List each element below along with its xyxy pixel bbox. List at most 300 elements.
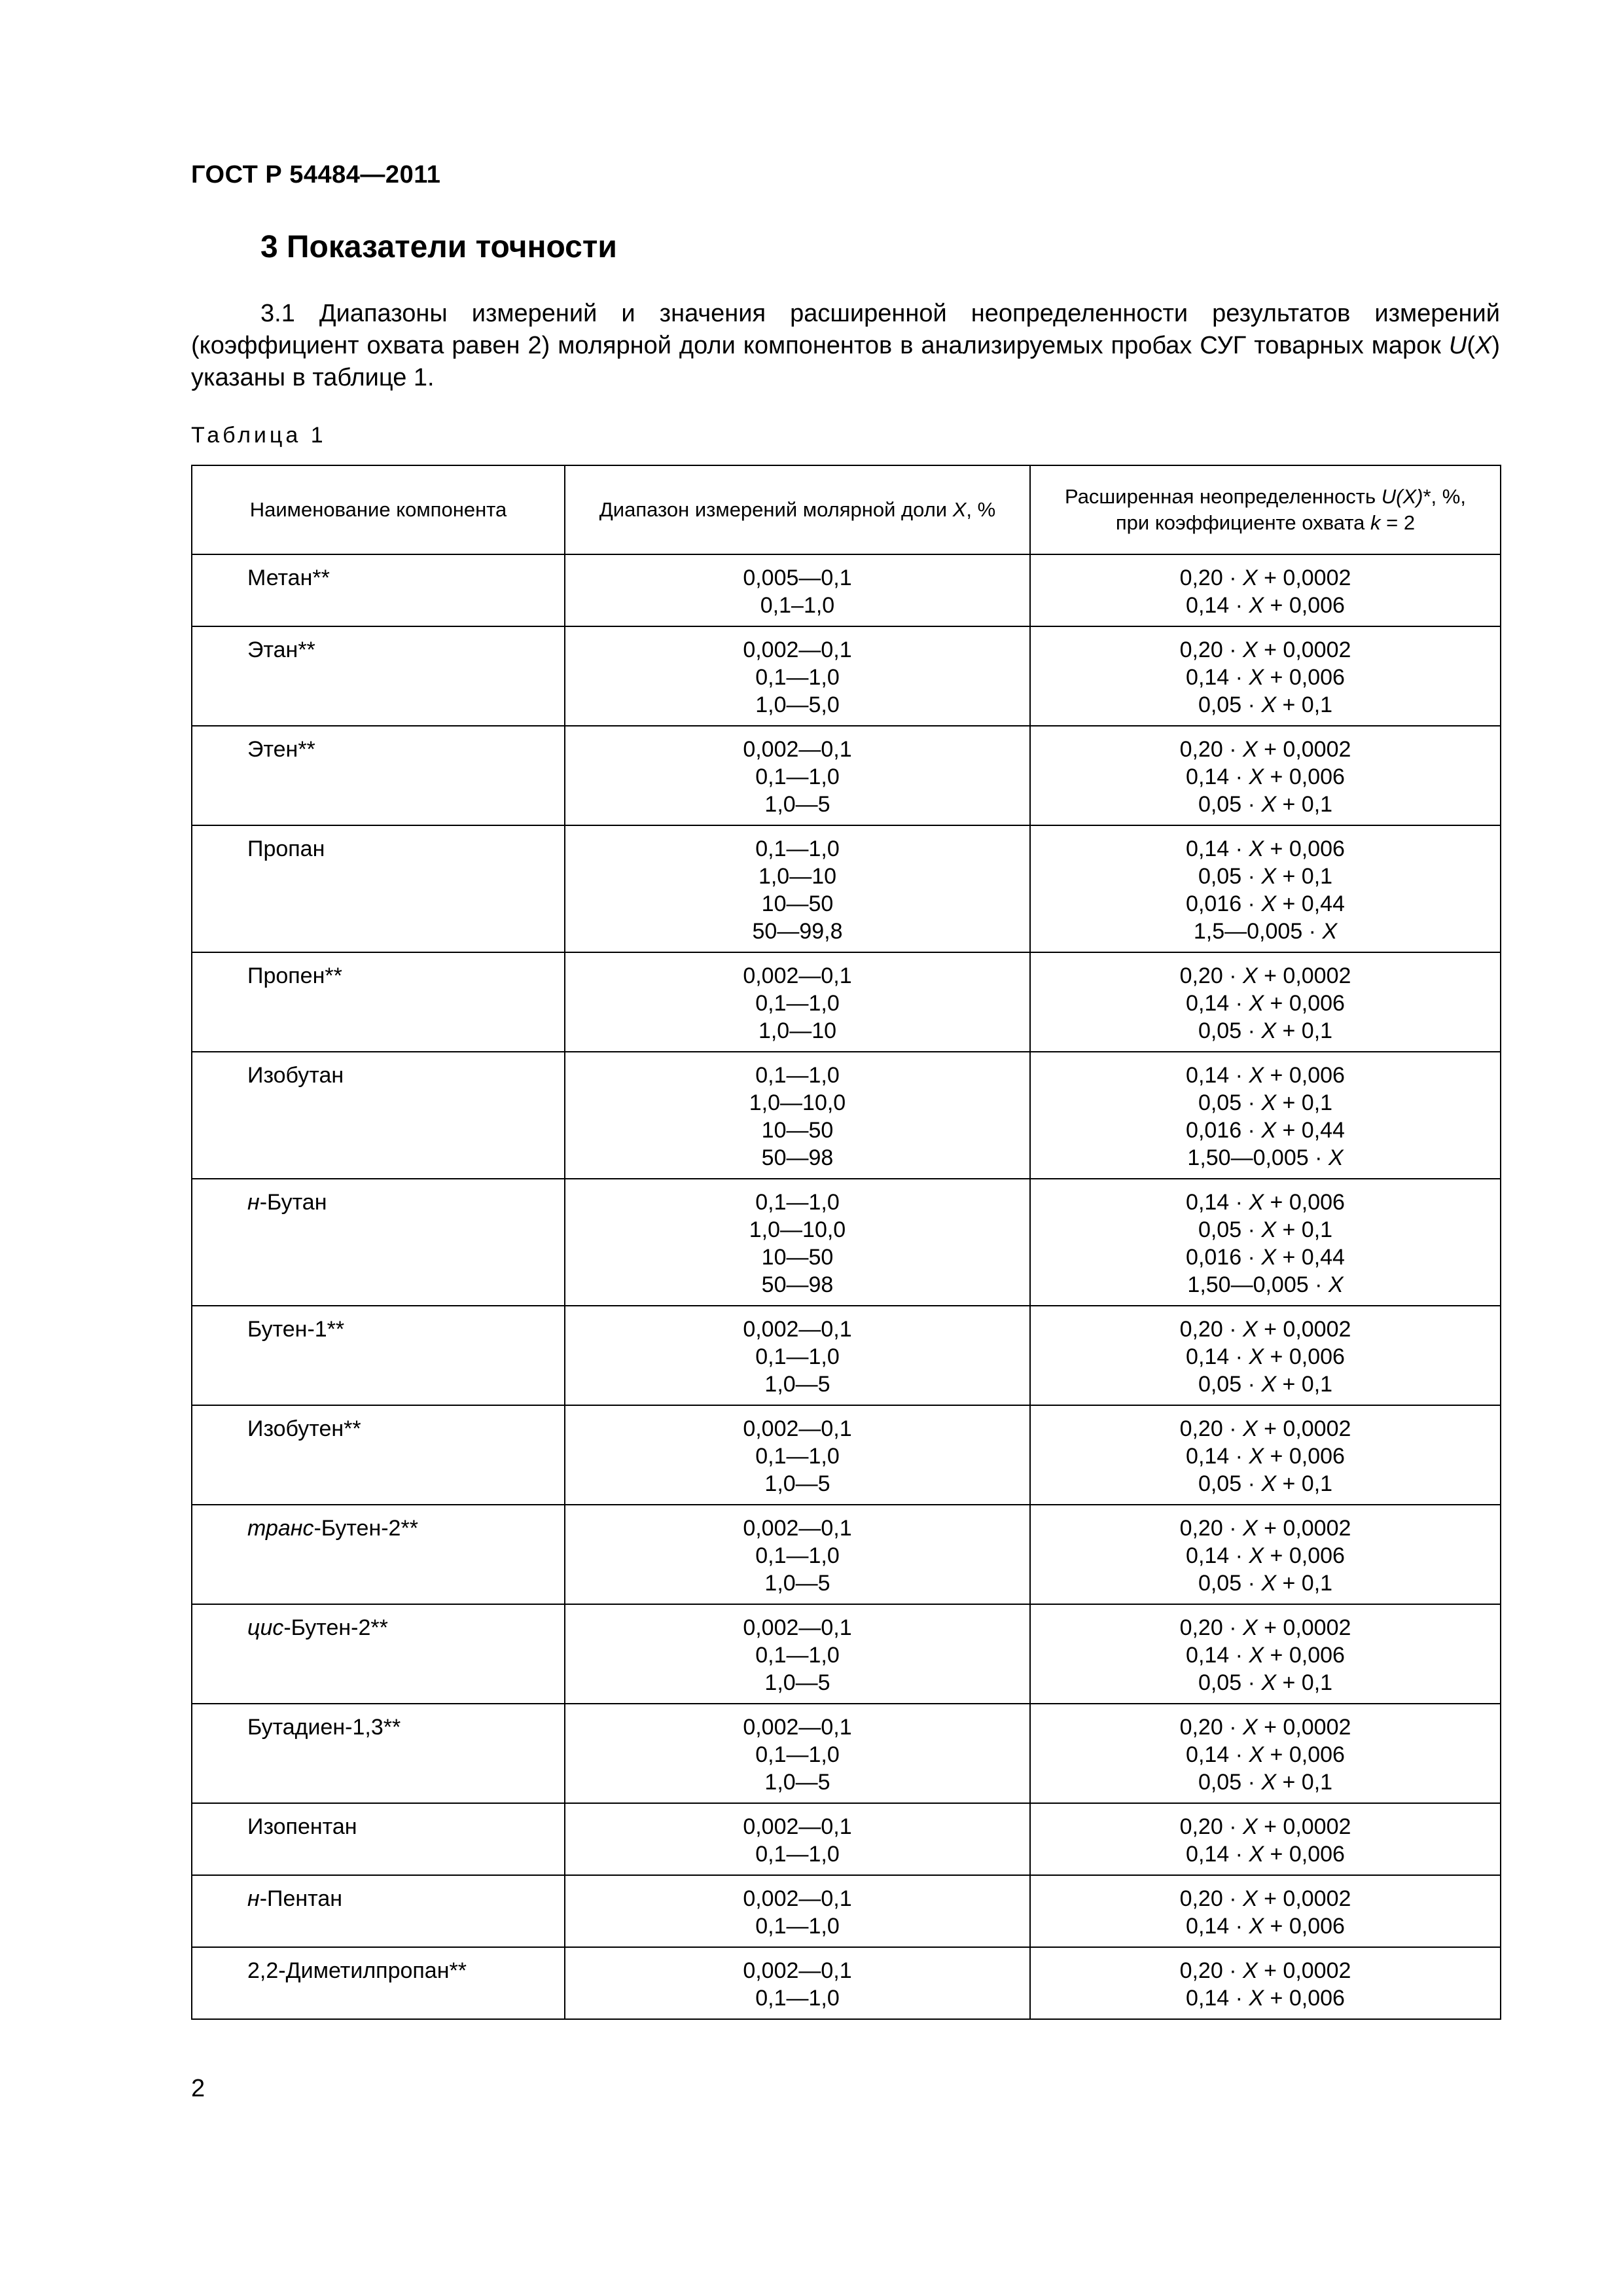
- formula-variable: X: [1242, 1958, 1258, 1983]
- formula-coefficient: 0,20 ·: [1179, 1958, 1243, 1983]
- formula-offset: + 0,0002: [1257, 1715, 1351, 1740]
- formula-variable: X: [1261, 692, 1277, 717]
- uncertainty-formula: [1031, 1813, 1500, 1840]
- uncertainty-cell: [1030, 626, 1501, 726]
- header-component-label: Наименование компонента: [249, 498, 507, 521]
- formula-coefficient: 0,05 ·: [1198, 1018, 1262, 1043]
- formula-variable: X: [1261, 1018, 1277, 1043]
- formula-coefficient: 0,05 ·: [1198, 864, 1262, 889]
- uncertainty-formula: [1031, 990, 1500, 1017]
- formula-variable: X: [1261, 1118, 1277, 1143]
- uncertainty-cell: [1030, 825, 1501, 952]
- uncertainty-formula: [1031, 1957, 1500, 1984]
- table-caption: Таблица 1: [191, 423, 327, 448]
- component-name-prefix: н: [247, 1886, 260, 1911]
- uncertainty-formula: [1031, 1984, 1500, 2012]
- formula-offset: + 0,1: [1276, 1571, 1333, 1596]
- range-cell: [565, 1875, 1030, 1947]
- uncertainty-formula: [1031, 1371, 1500, 1398]
- uncertainty-formula: [1031, 1542, 1500, 1570]
- uncertainty-formula: [1031, 636, 1500, 664]
- table-row: [192, 1704, 1501, 1803]
- formula-coefficient: 0,05 ·: [1198, 1770, 1262, 1795]
- header-k-prefix: при коэффициенте охвата: [1115, 511, 1371, 534]
- range-value: 0,002—0,1: [743, 637, 852, 662]
- range-value: 0,1—1,0: [755, 1190, 840, 1215]
- range-cell: [565, 1179, 1030, 1306]
- uncertainty-formula: [1031, 1515, 1500, 1542]
- uncertainty-formula: [1031, 1017, 1500, 1045]
- range-value: 1,0—5: [764, 792, 830, 817]
- table-row: [192, 1179, 1501, 1306]
- header-range-prefix: Диапазон измерений молярной доли: [599, 498, 953, 521]
- formula-offset: + 0,006: [1264, 1742, 1345, 1767]
- formula-offset: + 0,006: [1264, 1190, 1345, 1215]
- range-value: 0,002—0,1: [743, 737, 852, 762]
- component-name: Пропан: [247, 836, 325, 861]
- table-row: [192, 1604, 1501, 1704]
- formula-offset: + 0,1: [1276, 692, 1333, 717]
- range-value: 0,1—1,0: [755, 1842, 840, 1867]
- uncertainty-formula: [1031, 664, 1500, 691]
- formula-coefficient: 0,14 ·: [1186, 593, 1249, 618]
- table-row: [192, 1875, 1501, 1947]
- formula-coefficient: 0,20 ·: [1179, 1715, 1243, 1740]
- range-cell: [565, 1704, 1030, 1803]
- formula-offset: + 0,0002: [1257, 1958, 1351, 1983]
- uncertainty-formula: [1031, 918, 1500, 945]
- uncertainty-formula: [1031, 592, 1500, 619]
- table-row: [192, 1505, 1501, 1604]
- formula-offset: + 0,006: [1264, 1344, 1345, 1369]
- uncertainty-formula: [1031, 691, 1500, 719]
- formula-coefficient: 0,05 ·: [1198, 1571, 1262, 1596]
- uncertainty-formula: [1031, 1316, 1500, 1343]
- formula-offset: + 0,006: [1264, 1063, 1345, 1088]
- formula-offset: + 0,0002: [1257, 1317, 1351, 1342]
- header-range-suffix: , %: [966, 498, 996, 521]
- uncertainty-formula: [1031, 1216, 1500, 1244]
- formula-offset: + 0,006: [1264, 836, 1345, 861]
- uncertainty-formula: [1031, 1768, 1500, 1796]
- uncertainty-formula: [1031, 1271, 1500, 1299]
- formula-variable: X: [1249, 1742, 1264, 1767]
- header-expanded-uncertainty: [1030, 465, 1501, 554]
- header-unc-line2: [1031, 510, 1500, 536]
- component-name-cell: [192, 1947, 565, 2019]
- formula-variable: X: [1242, 1317, 1258, 1342]
- component-name-cell: [192, 1052, 565, 1179]
- component-name-cell: [192, 1704, 565, 1803]
- range-value: 0,1–1,0: [760, 593, 835, 618]
- formula-offset: + 0,1: [1276, 1770, 1333, 1795]
- range-cell: [565, 825, 1030, 952]
- formula-coefficient: 0,016 ·: [1186, 1245, 1262, 1270]
- uncertainty-formula: [1031, 835, 1500, 863]
- range-value: 0,002—0,1: [743, 1615, 852, 1640]
- uncertainty-cell: [1030, 1947, 1501, 2019]
- table-row: [192, 1052, 1501, 1179]
- intro-var-x: X: [1474, 332, 1492, 359]
- range-value: 50—99,8: [752, 919, 843, 944]
- formula-coefficient: 0,05 ·: [1198, 1090, 1262, 1115]
- formula-coefficient: 0,20 ·: [1179, 637, 1243, 662]
- component-name-prefix: н: [247, 1190, 260, 1215]
- uncertainty-formula: [1031, 1343, 1500, 1371]
- formula-coefficient: 0,14 ·: [1186, 1914, 1249, 1939]
- uncertainty-cell: [1030, 726, 1501, 825]
- component-name: Метан**: [247, 565, 330, 590]
- formula-coefficient: 0,14 ·: [1186, 1742, 1249, 1767]
- formula-coefficient: 0,14 ·: [1186, 1643, 1249, 1668]
- formula-variable: X: [1242, 1886, 1258, 1911]
- uncertainty-formula: [1031, 1244, 1500, 1271]
- formula-coefficient: 0,14 ·: [1186, 1986, 1249, 2011]
- range-value: 1,0—5: [764, 1670, 830, 1695]
- uncertainty-cell: [1030, 1803, 1501, 1875]
- formula-coefficient: 0,016 ·: [1186, 1118, 1262, 1143]
- range-cell: [565, 1803, 1030, 1875]
- formula-offset: + 0,006: [1264, 1543, 1345, 1568]
- uncertainty-formula: [1031, 890, 1500, 918]
- component-name: Этен**: [247, 737, 315, 762]
- table-row: [192, 726, 1501, 825]
- formula-coefficient: 0,14 ·: [1186, 1063, 1249, 1088]
- component-name-cell: [192, 952, 565, 1052]
- range-value: 0,1—1,0: [755, 764, 840, 789]
- component-name: Бутен-1**: [247, 1317, 345, 1342]
- formula-offset: + 0,44: [1276, 891, 1345, 916]
- formula-coefficient: 0,20 ·: [1179, 1317, 1243, 1342]
- accuracy-table: [191, 465, 1501, 2020]
- component-name: Пропен**: [247, 963, 342, 988]
- formula-variable: X: [1249, 593, 1264, 618]
- range-value: 0,1—1,0: [755, 1986, 840, 2011]
- formula-coefficient: 0,14 ·: [1186, 836, 1249, 861]
- uncertainty-formula: [1031, 1669, 1500, 1696]
- range-value: 0,1—1,0: [755, 991, 840, 1016]
- formula-offset: + 0,0002: [1257, 637, 1351, 662]
- component-name: Изобутан: [247, 1063, 344, 1088]
- uncertainty-formula: [1031, 1840, 1500, 1868]
- header-k-var: k: [1370, 511, 1381, 534]
- range-value: 0,002—0,1: [743, 1715, 852, 1740]
- component-name-cell: [192, 1405, 565, 1505]
- uncertainty-formula: [1031, 1189, 1500, 1216]
- formula-variable: X: [1242, 565, 1258, 590]
- page-number: 2: [191, 2075, 205, 2102]
- formula-variable: X: [1249, 991, 1264, 1016]
- document-code: ГОСТ Р 54484—2011: [191, 161, 441, 188]
- formula-offset: + 0,1: [1276, 792, 1333, 817]
- formula-variable: X: [1328, 1145, 1344, 1170]
- section-title: 3 Показатели точности: [260, 230, 617, 264]
- formula-offset: + 0,006: [1264, 1986, 1345, 2011]
- table-row: [192, 1803, 1501, 1875]
- component-name: -Бутан: [259, 1190, 327, 1215]
- header-k-suffix: = 2: [1380, 511, 1416, 534]
- formula-offset: + 0,006: [1264, 1914, 1345, 1939]
- header-component-name: [192, 465, 565, 554]
- range-cell: [565, 952, 1030, 1052]
- formula-coefficient: 0,20 ·: [1179, 1516, 1243, 1541]
- uncertainty-formula: [1031, 1089, 1500, 1117]
- component-name: -Пентан: [259, 1886, 343, 1911]
- formula-variable: X: [1261, 1571, 1277, 1596]
- table-row: [192, 952, 1501, 1052]
- table-row: [192, 554, 1501, 626]
- formula-offset: + 0,1: [1276, 1670, 1333, 1695]
- component-name: -Бутен-2**: [313, 1516, 418, 1541]
- range-value: 10—50: [761, 1118, 834, 1143]
- range-value: 0,002—0,1: [743, 1516, 852, 1541]
- range-cell: [565, 726, 1030, 825]
- formula-variable: X: [1261, 1372, 1277, 1397]
- formula-variable: X: [1261, 1217, 1277, 1242]
- formula-coefficient: 0,05 ·: [1198, 1471, 1262, 1496]
- range-value: 0,1—1,0: [755, 1444, 840, 1469]
- component-name-cell: [192, 1803, 565, 1875]
- intro-text-end: ) указаны в таблице 1.: [191, 332, 1500, 391]
- formula-variable: X: [1242, 637, 1258, 662]
- range-value: 1,0—5,0: [755, 692, 840, 717]
- formula-coefficient: 0,14 ·: [1186, 665, 1249, 690]
- range-cell: [565, 554, 1030, 626]
- uncertainty-formula: [1031, 1443, 1500, 1470]
- range-value: 0,002—0,1: [743, 1886, 852, 1911]
- formula-offset: + 0,006: [1264, 1842, 1345, 1867]
- component-name-prefix: транс: [247, 1516, 314, 1541]
- formula-coefficient: 1,50—0,005 ·: [1187, 1145, 1329, 1170]
- formula-offset: + 0,006: [1264, 1444, 1345, 1469]
- range-cell: [565, 1052, 1030, 1179]
- component-name: 2,2-Диметилпропан**: [247, 1958, 467, 1983]
- formula-variable: X: [1242, 1715, 1258, 1740]
- component-name-cell: [192, 554, 565, 626]
- intro-var-u: U: [1448, 332, 1467, 359]
- formula-offset: + 0,0002: [1257, 1516, 1351, 1541]
- formula-offset: + 0,0002: [1257, 963, 1351, 988]
- formula-variable: X: [1242, 1416, 1258, 1441]
- formula-variable: X: [1261, 1770, 1277, 1795]
- uncertainty-formula: [1031, 564, 1500, 592]
- intro-text-start: 3.1 Диапазоны измерений и значения расширенной неопределенности результатов измерений (коэффициент охвата равен 2) молярной доли компонентов в анализируемых пробах СУГ товарных марок: [191, 300, 1500, 359]
- formula-variable: X: [1261, 792, 1277, 817]
- formula-variable: X: [1261, 1090, 1277, 1115]
- formula-offset: + 0,006: [1264, 764, 1345, 789]
- range-value: 1,0—10: [758, 1018, 837, 1043]
- uncertainty-cell: [1030, 1604, 1501, 1704]
- formula-coefficient: 0,20 ·: [1179, 1814, 1243, 1839]
- table-body: [192, 554, 1501, 2019]
- range-value: 0,1—1,0: [755, 1914, 840, 1939]
- formula-offset: + 0,1: [1276, 1471, 1333, 1496]
- table-row: [192, 825, 1501, 952]
- formula-offset: + 0,0002: [1257, 737, 1351, 762]
- formula-coefficient: 0,016 ·: [1186, 891, 1262, 916]
- range-value: 0,002—0,1: [743, 1416, 852, 1441]
- formula-offset: + 0,006: [1264, 593, 1345, 618]
- component-name-cell: [192, 825, 565, 952]
- range-value: 0,002—0,1: [743, 1814, 852, 1839]
- range-value: 0,002—0,1: [743, 1317, 852, 1342]
- formula-offset: + 0,44: [1276, 1118, 1345, 1143]
- formula-variable: X: [1328, 1272, 1344, 1297]
- table-row: [192, 626, 1501, 726]
- formula-offset: + 0,0002: [1257, 1886, 1351, 1911]
- formula-offset: + 0,1: [1276, 1018, 1333, 1043]
- formula-coefficient: 0,20 ·: [1179, 1416, 1243, 1441]
- uncertainty-cell: [1030, 1052, 1501, 1179]
- uncertainty-formula: [1031, 1741, 1500, 1768]
- table-row: [192, 1306, 1501, 1405]
- formula-variable: X: [1249, 1643, 1264, 1668]
- uncertainty-cell: [1030, 1505, 1501, 1604]
- formula-coefficient: 0,20 ·: [1179, 1886, 1243, 1911]
- uncertainty-formula: [1031, 1912, 1500, 1940]
- formula-offset: + 0,0002: [1257, 1615, 1351, 1640]
- range-value: 1,0—5: [764, 1770, 830, 1795]
- formula-offset: + 0,1: [1276, 1217, 1333, 1242]
- component-name-cell: [192, 1505, 565, 1604]
- uncertainty-formula: [1031, 1713, 1500, 1741]
- formula-variable: X: [1261, 864, 1277, 889]
- formula-variable: X: [1242, 1814, 1258, 1839]
- header-range-var: X: [952, 498, 967, 521]
- uncertainty-formula: [1031, 1144, 1500, 1172]
- range-value: 10—50: [761, 891, 834, 916]
- header-unc-prefix: Расширенная неопределенность: [1065, 485, 1382, 508]
- formula-variable: X: [1249, 1190, 1264, 1215]
- formula-coefficient: 0,14 ·: [1186, 1444, 1249, 1469]
- component-name: -Бутен-2**: [283, 1615, 388, 1640]
- uncertainty-cell: [1030, 1875, 1501, 1947]
- range-value: 0,1—1,0: [755, 665, 840, 690]
- formula-variable: X: [1322, 919, 1338, 944]
- component-name: Изобутен**: [247, 1416, 361, 1441]
- component-name-cell: [192, 1179, 565, 1306]
- formula-variable: X: [1242, 1516, 1258, 1541]
- formula-offset: + 0,1: [1276, 1372, 1333, 1397]
- formula-variable: X: [1261, 1245, 1277, 1270]
- table-row: [192, 1405, 1501, 1505]
- range-cell: [565, 1306, 1030, 1405]
- uncertainty-cell: [1030, 1306, 1501, 1405]
- formula-variable: X: [1249, 1914, 1264, 1939]
- uncertainty-cell: [1030, 1179, 1501, 1306]
- formula-coefficient: 0,14 ·: [1186, 1842, 1249, 1867]
- formula-coefficient: 1,5—0,005 ·: [1193, 919, 1323, 944]
- table-row: [192, 1947, 1501, 2019]
- formula-coefficient: 0,14 ·: [1186, 991, 1249, 1016]
- range-value: 0,1—1,0: [755, 1543, 840, 1568]
- range-value: 1,0—10,0: [749, 1217, 846, 1242]
- formula-coefficient: 0,14 ·: [1186, 1190, 1249, 1215]
- formula-variable: X: [1249, 1986, 1264, 2011]
- uncertainty-formula: [1031, 1885, 1500, 1912]
- formula-coefficient: 0,05 ·: [1198, 1670, 1262, 1695]
- formula-coefficient: 0,05 ·: [1198, 1217, 1262, 1242]
- header-unc-var: U(X): [1381, 485, 1423, 508]
- formula-offset: + 0,0002: [1257, 1416, 1351, 1441]
- range-cell: [565, 1405, 1030, 1505]
- formula-coefficient: 0,05 ·: [1198, 792, 1262, 817]
- formula-variable: X: [1242, 1615, 1258, 1640]
- range-cell: [565, 626, 1030, 726]
- uncertainty-formula: [1031, 1470, 1500, 1498]
- range-value: 0,005—0,1: [743, 565, 852, 590]
- table-header-row: [192, 465, 1501, 554]
- component-name: Бутадиен-1,3**: [247, 1715, 401, 1740]
- formula-coefficient: 0,20 ·: [1179, 963, 1243, 988]
- range-value: 1,0—5: [764, 1372, 830, 1397]
- range-value: 0,002—0,1: [743, 963, 852, 988]
- formula-coefficient: 0,14 ·: [1186, 1543, 1249, 1568]
- formula-offset: + 0,44: [1276, 1245, 1345, 1270]
- header-measurement-range: [565, 465, 1030, 554]
- uncertainty-formula: [1031, 1415, 1500, 1443]
- formula-coefficient: 0,20 ·: [1179, 565, 1243, 590]
- range-value: 0,1—1,0: [755, 1344, 840, 1369]
- formula-coefficient: 0,20 ·: [1179, 1615, 1243, 1640]
- uncertainty-formula: [1031, 1641, 1500, 1669]
- intro-paragraph: [191, 298, 1500, 394]
- component-name-cell: [192, 726, 565, 825]
- formula-variable: X: [1249, 1444, 1264, 1469]
- uncertainty-cell: [1030, 1704, 1501, 1803]
- formula-variable: X: [1249, 665, 1264, 690]
- formula-variable: X: [1261, 891, 1277, 916]
- formula-offset: + 0,0002: [1257, 1814, 1351, 1839]
- component-name-cell: [192, 1604, 565, 1704]
- uncertainty-cell: [1030, 554, 1501, 626]
- formula-variable: X: [1249, 1063, 1264, 1088]
- formula-variable: X: [1249, 1344, 1264, 1369]
- uncertainty-cell: [1030, 952, 1501, 1052]
- range-value: 0,1—1,0: [755, 1742, 840, 1767]
- range-value: 1,0—5: [764, 1571, 830, 1596]
- uncertainty-formula: [1031, 863, 1500, 890]
- formula-offset: + 0,006: [1264, 1643, 1345, 1668]
- component-name-cell: [192, 1875, 565, 1947]
- header-unc-line1: [1031, 484, 1500, 510]
- range-cell: [565, 1604, 1030, 1704]
- uncertainty-formula: [1031, 1062, 1500, 1089]
- header-unc-suffix: *, %,: [1423, 485, 1466, 508]
- formula-coefficient: 0,05 ·: [1198, 1372, 1262, 1397]
- formula-offset: + 0,1: [1276, 864, 1333, 889]
- formula-coefficient: 0,14 ·: [1186, 764, 1249, 789]
- range-cell: [565, 1505, 1030, 1604]
- uncertainty-cell: [1030, 1405, 1501, 1505]
- formula-variable: X: [1249, 1543, 1264, 1568]
- formula-variable: X: [1249, 836, 1264, 861]
- uncertainty-formula: [1031, 1117, 1500, 1144]
- range-value: 10—50: [761, 1245, 834, 1270]
- uncertainty-formula: [1031, 763, 1500, 791]
- range-value: 0,1—1,0: [755, 1063, 840, 1088]
- uncertainty-formula: [1031, 962, 1500, 990]
- formula-offset: + 0,006: [1264, 991, 1345, 1016]
- formula-variable: X: [1261, 1471, 1277, 1496]
- formula-offset: + 0,1: [1276, 1090, 1333, 1115]
- range-value: 1,0—10,0: [749, 1090, 846, 1115]
- formula-coefficient: 0,14 ·: [1186, 1344, 1249, 1369]
- formula-variable: X: [1242, 963, 1258, 988]
- formula-coefficient: 0,05 ·: [1198, 692, 1262, 717]
- component-name: Этан**: [247, 637, 315, 662]
- formula-variable: X: [1249, 1842, 1264, 1867]
